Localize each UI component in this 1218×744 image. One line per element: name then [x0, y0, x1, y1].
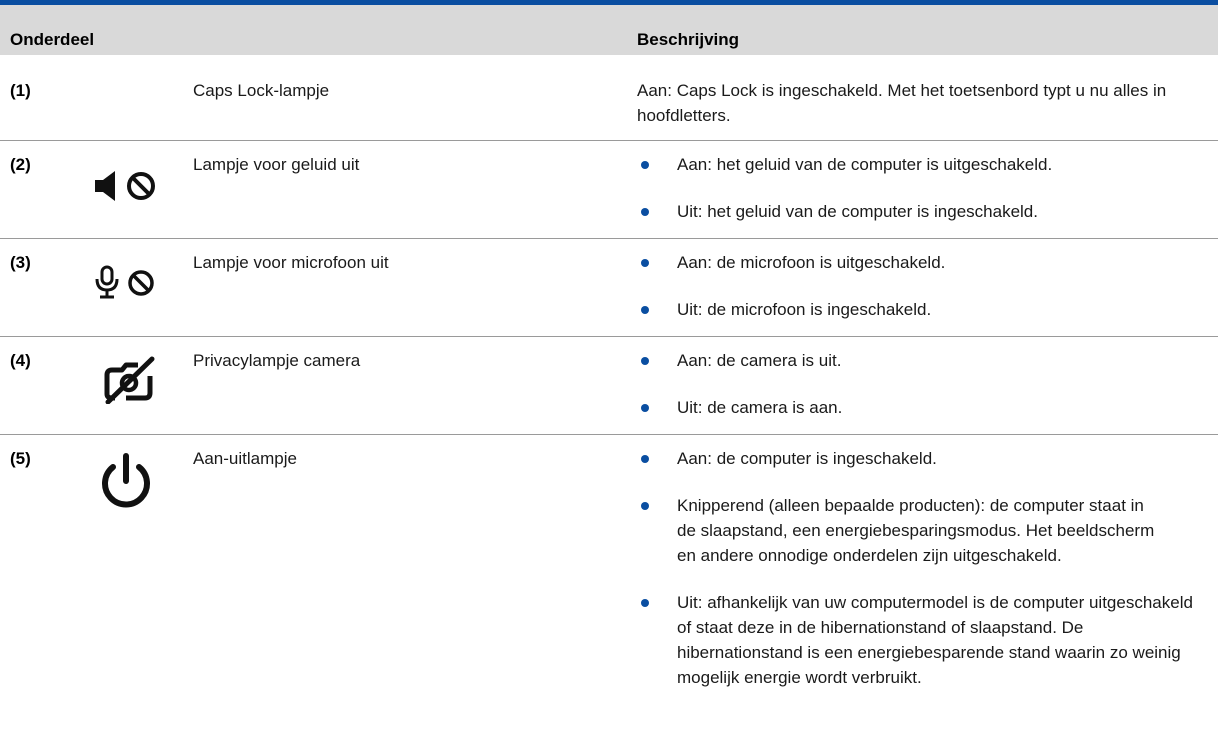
- bullet-icon: [641, 357, 649, 365]
- bullet-icon: [641, 599, 649, 607]
- list-item: [637, 590, 1207, 690]
- bullet-icon: [641, 404, 649, 412]
- list-item-text: Knipperend (alleen bepaalde producten): de computer staat in de slaapstand, een energiebesparingsmodus. Het beeldscherm en andere onnodige onderdelen zijn uitgeschakeld.: [677, 496, 1155, 565]
- speaker-mute-icon: [93, 170, 159, 202]
- row-number: (4): [10, 351, 31, 370]
- list-item-text: Aan: de microfoon is uitgeschakeld.: [677, 253, 946, 272]
- list-item-text: Aan: de camera is uit.: [677, 351, 842, 370]
- list-item-text: Uit: het geluid van de computer is ingeschakeld.: [677, 202, 1038, 221]
- row-divider: [0, 336, 1218, 337]
- bullet-icon: [641, 306, 649, 314]
- bullet-icon: [641, 455, 649, 463]
- component-name: Privacylampje camera: [193, 351, 361, 370]
- component-name: Caps Lock-lampje: [193, 81, 330, 100]
- bullet-icon: [641, 259, 649, 267]
- list-item: [637, 493, 1167, 568]
- row-number: (5): [10, 449, 31, 468]
- list-item-text: Uit: afhankelijk van uw computermodel is de computer uitgeschakeld of staat deze in de hibernationstand of slaapstand. De hibernationstand is een energiebesparende stand waarin zo weinig mogelijk energie wordt verbruikt.: [677, 593, 1193, 687]
- bullet-icon: [641, 502, 649, 510]
- component-name: Lampje voor geluid uit: [193, 155, 360, 174]
- header-onderdeel: Onderdeel: [10, 30, 95, 49]
- bullet-icon: [641, 161, 649, 169]
- list-item: [637, 395, 1207, 420]
- list-item-text: Aan: de computer is ingeschakeld.: [677, 449, 937, 468]
- component-name: Aan-uitlampje: [193, 449, 297, 468]
- list-item: [637, 297, 1207, 322]
- list-item: [637, 348, 1207, 373]
- microphone-mute-icon: [93, 265, 159, 299]
- list-item-text: Uit: de camera is aan.: [677, 398, 843, 417]
- header-beschrijving: Beschrijving: [637, 30, 740, 49]
- list-item-text: Aan: het geluid van de computer is uitgeschakeld.: [677, 155, 1053, 174]
- description-list: [637, 446, 1207, 690]
- description-list: [637, 250, 1207, 322]
- description-list: [637, 152, 1207, 224]
- list-item: [637, 199, 1207, 224]
- table-header: [0, 5, 1218, 55]
- list-item: [637, 250, 1207, 275]
- bullet-icon: [641, 208, 649, 216]
- list-item-text: Uit: de microfoon is ingeschakeld.: [677, 300, 932, 319]
- row-number: (1): [10, 81, 31, 100]
- row-divider: [0, 140, 1218, 141]
- row-number: (2): [10, 155, 31, 174]
- component-description: Aan: Caps Lock is ingeschakeld. Met het toetsenbord typt u nu alles in hoofdletters.: [637, 81, 1167, 125]
- list-item: [637, 446, 1207, 471]
- description-list: [637, 348, 1207, 420]
- row-number: (3): [10, 253, 31, 272]
- power-icon: [95, 452, 157, 514]
- row-divider: [0, 434, 1218, 435]
- list-item: [637, 152, 1207, 177]
- row-divider: [0, 238, 1218, 239]
- camera-off-icon: [102, 356, 158, 404]
- component-name: Lampje voor microfoon uit: [193, 253, 389, 272]
